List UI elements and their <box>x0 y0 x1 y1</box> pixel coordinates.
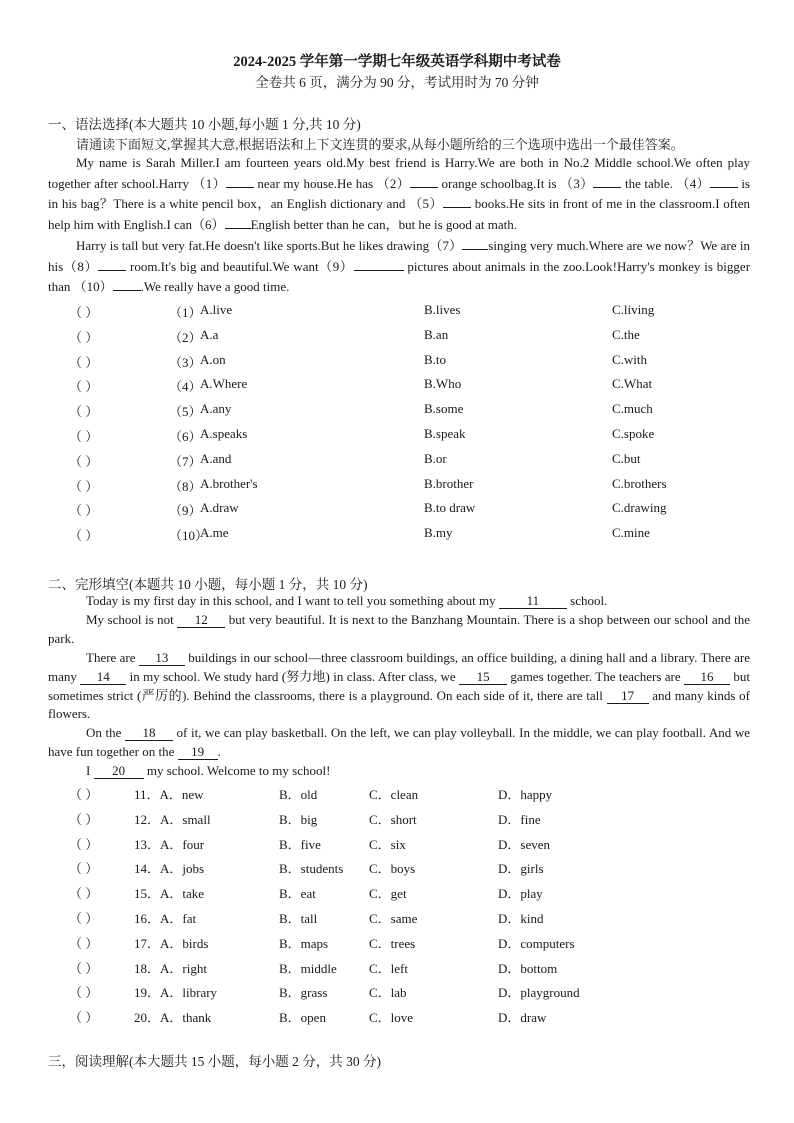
option-c[interactable]: C.the <box>612 326 640 342</box>
option-a[interactable]: A.a <box>200 326 219 342</box>
option-a[interactable]: A.any <box>200 401 232 417</box>
option-b[interactable]: B．students <box>279 861 344 877</box>
option-a[interactable]: A.draw <box>200 500 239 516</box>
passage-text: but sometimes strict (严厉的). Behind the classrooms, there is a playground. On each side of it, there are tall <box>48 668 750 703</box>
passage-text: singing very much.Where are we now？We are in his（8） <box>48 237 750 274</box>
option-d[interactable]: D．girls <box>498 861 544 877</box>
option-b[interactable]: B.brother <box>424 475 474 491</box>
answer-bracket[interactable]: （ ） <box>69 528 99 544</box>
option-a[interactable]: 17．A．birds <box>134 935 209 951</box>
answer-bracket[interactable]: （ ） <box>69 429 99 444</box>
question-number: （2） <box>169 329 202 345</box>
question-row <box>0 525 794 545</box>
passage-text: and many kinds of flowers. <box>48 687 750 722</box>
passage-text: school. <box>566 593 608 608</box>
option-b[interactable]: B．eat <box>279 886 316 902</box>
option-d[interactable]: D．play <box>498 886 543 902</box>
option-b[interactable]: B．middle <box>279 960 337 976</box>
option-b[interactable]: B.my <box>424 525 453 541</box>
blank-17[interactable]: 17 <box>607 689 649 704</box>
answer-bracket[interactable]: （ ） <box>69 503 99 519</box>
blank-1[interactable] <box>226 187 254 188</box>
option-b[interactable]: B.an <box>424 326 449 342</box>
option-c[interactable]: C．six <box>369 836 406 852</box>
answer-bracket[interactable]: （ ） <box>69 960 99 976</box>
option-c[interactable]: C．boys <box>369 861 416 877</box>
answer-bracket[interactable]: （ ） <box>69 453 99 469</box>
option-c[interactable]: C．lab <box>369 985 407 1001</box>
option-a[interactable]: A.me <box>200 525 229 541</box>
option-b[interactable]: B.to <box>424 351 447 367</box>
option-c[interactable]: C.mine <box>612 525 650 541</box>
option-c[interactable]: C.spoke <box>612 426 655 441</box>
answer-bracket[interactable]: （ ） <box>69 861 99 877</box>
passage-text: .We really have a good time. <box>140 279 290 295</box>
passage-text: room.It's big and beautiful.We want（9） <box>126 258 354 274</box>
option-d[interactable]: D．happy <box>498 787 553 802</box>
option-a[interactable]: A.live <box>200 302 233 317</box>
passage-text: . <box>217 744 221 760</box>
option-c[interactable]: C.but <box>612 450 641 466</box>
option-d[interactable]: D．computers <box>498 935 575 951</box>
question-row <box>0 476 794 496</box>
blank-11[interactable]: 11 <box>499 594 567 609</box>
passage-text: books.He sits in front of me in the classroom.I often help him with English.I can（6） <box>48 196 750 233</box>
question-number: （5） <box>169 404 202 420</box>
option-d[interactable]: D．seven <box>498 836 550 852</box>
question-row <box>0 500 794 520</box>
option-c[interactable]: C．same <box>369 911 418 926</box>
question-row <box>0 834 794 854</box>
question-row <box>0 858 794 878</box>
option-a[interactable]: A.on <box>200 351 226 367</box>
option-b[interactable]: B.speak <box>424 426 466 441</box>
blank-9[interactable] <box>354 270 404 271</box>
question-number: （9） <box>169 503 202 519</box>
question-row <box>0 784 794 804</box>
section1-heading: 一、语法选择(本大题共 10 小题,每小题 1 分,共 10 分) <box>48 117 361 132</box>
option-c[interactable]: C．short <box>369 811 417 827</box>
option-b[interactable]: B.to draw <box>424 500 476 516</box>
question-number: （1） <box>169 305 202 320</box>
question-row <box>0 982 794 1002</box>
blank-2[interactable] <box>410 187 438 188</box>
question-number: （3） <box>169 354 202 370</box>
passage-text: buildings in our school—three classroom buildings, an office building, a dining hall and a library. There are many <box>48 649 750 684</box>
option-b[interactable]: B．big <box>279 811 318 827</box>
question-row <box>0 883 794 903</box>
passage-text: My school is not <box>86 611 178 627</box>
question-number: （8） <box>169 478 202 494</box>
blank-18[interactable]: 18 <box>125 726 173 741</box>
passage-text: orange schoolbag.It is （3） <box>437 175 594 191</box>
option-c[interactable]: C.What <box>612 376 653 392</box>
passage-text: English better than he can，but he is good at math. <box>250 217 517 233</box>
question-number: （10） <box>169 528 209 544</box>
question-row <box>0 302 794 322</box>
question-row <box>0 376 794 396</box>
blank-14[interactable]: 14 <box>80 670 126 685</box>
option-c[interactable]: C.brothers <box>612 475 667 491</box>
question-number: （6） <box>169 429 202 444</box>
option-b[interactable]: B．five <box>279 836 321 852</box>
exam-subtitle: 全卷共 6 页，满分为 90 分，考试用时为 70 分钟 <box>255 75 539 90</box>
option-c[interactable]: C．clean <box>369 787 419 802</box>
blank-5[interactable] <box>443 207 471 208</box>
answer-bracket[interactable]: （ ） <box>69 886 99 902</box>
option-d[interactable]: D．bottom <box>498 960 558 976</box>
passage-text: My name is Sarah Miller.I am fourteen years old.My best friend is Harry.We are both in No.2 Middle school.We often play together after school.Harry （1） <box>48 155 750 191</box>
blank-20[interactable]: 20 <box>94 764 144 779</box>
option-d[interactable]: D．fine <box>498 811 541 827</box>
question-row <box>0 327 794 347</box>
answer-bracket[interactable]: （ ） <box>69 911 99 926</box>
answer-bracket[interactable]: （ ） <box>69 354 99 370</box>
blank-4[interactable] <box>710 187 738 188</box>
blank-8[interactable] <box>98 270 126 271</box>
option-b[interactable]: B．grass <box>279 985 328 1001</box>
blank-13[interactable]: 13 <box>139 651 185 666</box>
answer-bracket[interactable]: （ ） <box>69 811 99 827</box>
passage-text: the table. （4） <box>621 175 710 191</box>
question-number: （4） <box>169 379 202 395</box>
answer-bracket[interactable]: （ ） <box>69 935 99 951</box>
option-c[interactable]: C．trees <box>369 935 416 951</box>
question-number: （7） <box>169 453 202 469</box>
section2-passage <box>48 592 750 781</box>
option-a[interactable]: 19．A．library <box>134 985 218 1001</box>
section1-instruction: 请通读下面短文,掌握其大意,根据语法和上下文连贯的要求,从每小题所给的三个选项中选出一个最佳答案。 <box>76 137 684 152</box>
question-row <box>0 1007 794 1027</box>
option-b[interactable]: B．maps <box>279 935 329 951</box>
answer-bracket[interactable]: （ ） <box>69 305 99 320</box>
exam-title: 2024-2025 学年第一学期七年级英语学科期中考试卷 <box>233 54 561 70</box>
blank-6[interactable] <box>225 228 251 229</box>
passage-text: of it, we can play basketball. On the left, we can play volleyball. In the middle, we can play football. And we have fun together on the <box>48 725 750 760</box>
question-row <box>0 352 794 372</box>
option-a[interactable]: 12．A．small <box>134 811 211 827</box>
question-row <box>0 958 794 978</box>
option-a[interactable]: A.brother's <box>200 475 258 491</box>
option-b[interactable]: B.some <box>424 401 464 417</box>
option-c[interactable]: C.with <box>612 351 648 367</box>
option-a[interactable]: A.speaks <box>200 426 248 441</box>
option-d[interactable]: D．kind <box>498 911 544 926</box>
passage-text: There are <box>86 649 139 665</box>
option-a[interactable]: 15．A．take <box>134 886 205 902</box>
question-row <box>0 426 794 446</box>
blank-3[interactable] <box>593 187 621 188</box>
option-d[interactable]: D．playground <box>498 985 580 1001</box>
option-b[interactable]: B．old <box>279 787 318 802</box>
option-c[interactable]: C．love <box>369 1010 414 1026</box>
answer-bracket[interactable]: （ ） <box>69 787 99 802</box>
passage-text: pictures about animals in the zoo.Look!Harry's monkey is bigger than （10） <box>48 258 751 295</box>
option-a[interactable]: 18．A．right <box>134 960 207 976</box>
question-row <box>0 451 794 471</box>
option-a[interactable]: 13．A．four <box>134 836 205 852</box>
section2-heading: 二、完形填空(本题共 10 小题，每小题 1 分，共 10 分) <box>48 577 368 592</box>
option-b[interactable]: B.Who <box>424 376 462 392</box>
blank-15[interactable]: 15 <box>459 670 507 685</box>
passage-text: On the <box>86 725 125 741</box>
answer-bracket[interactable]: （ ） <box>69 379 99 395</box>
option-d[interactable]: D．draw <box>498 1010 547 1026</box>
section1-passage <box>48 153 750 298</box>
answer-bracket[interactable]: （ ） <box>69 836 99 852</box>
blank-12[interactable]: 12 <box>177 613 225 628</box>
passage-text: I <box>86 763 94 779</box>
question-row <box>0 908 794 928</box>
passage-text: but very beautiful. It is next to the Banzhang Mountain. There is a shop between our school and the park. <box>48 611 750 646</box>
answer-bracket[interactable]: （ ） <box>69 329 99 345</box>
question-row <box>0 401 794 421</box>
question-row <box>0 809 794 829</box>
passage-text: is in his bag？There is a white pencil box，an English dictionary and （5） <box>48 175 750 212</box>
blank-19[interactable]: 19 <box>178 745 218 760</box>
passage-text: Today is my first day in this school, and I want to tell you something about my <box>86 593 499 608</box>
option-c[interactable]: C．get <box>369 886 407 902</box>
answer-bracket[interactable]: （ ） <box>69 985 99 1001</box>
passage-text: in my school. We study hard (努力地) in class. After class, we <box>126 668 460 684</box>
option-c[interactable]: C.much <box>612 401 653 417</box>
answer-bracket[interactable]: （ ） <box>69 478 99 494</box>
option-a[interactable]: 16．A．fat <box>134 911 197 926</box>
option-b[interactable]: B．tall <box>279 911 318 926</box>
option-c[interactable]: C.drawing <box>612 500 667 516</box>
option-c[interactable]: C．left <box>369 960 408 976</box>
question-row <box>0 933 794 953</box>
option-b[interactable]: B.or <box>424 450 447 466</box>
passage-text: my school. Welcome to my school! <box>143 763 331 779</box>
option-b[interactable]: B.lives <box>424 302 461 317</box>
option-a[interactable]: 14．A．jobs <box>134 861 205 877</box>
blank-16[interactable]: 16 <box>684 670 730 685</box>
section3-heading: 三，阅读理解(本大题共 15 小题，每小题 2 分，共 30 分) <box>48 1054 381 1069</box>
option-a[interactable]: A.Where <box>200 376 248 392</box>
option-b[interactable]: B．open <box>279 1010 326 1026</box>
option-a[interactable]: 11．A．new <box>134 787 204 802</box>
answer-bracket[interactable]: （ ） <box>69 1010 99 1026</box>
passage-text: Harry is tall but very fat.He doesn't like sports.But he likes drawing（7） <box>76 237 463 253</box>
option-c[interactable]: C.living <box>612 302 655 317</box>
option-a[interactable]: 20．A．thank <box>134 1010 212 1026</box>
option-a[interactable]: A.and <box>200 450 232 466</box>
passage-text: games together. The teachers are <box>507 668 685 684</box>
blank-7[interactable] <box>462 249 488 250</box>
passage-text: near my house.He has （2） <box>253 175 410 191</box>
blank-10[interactable] <box>113 290 141 291</box>
answer-bracket[interactable]: （ ） <box>69 404 99 420</box>
